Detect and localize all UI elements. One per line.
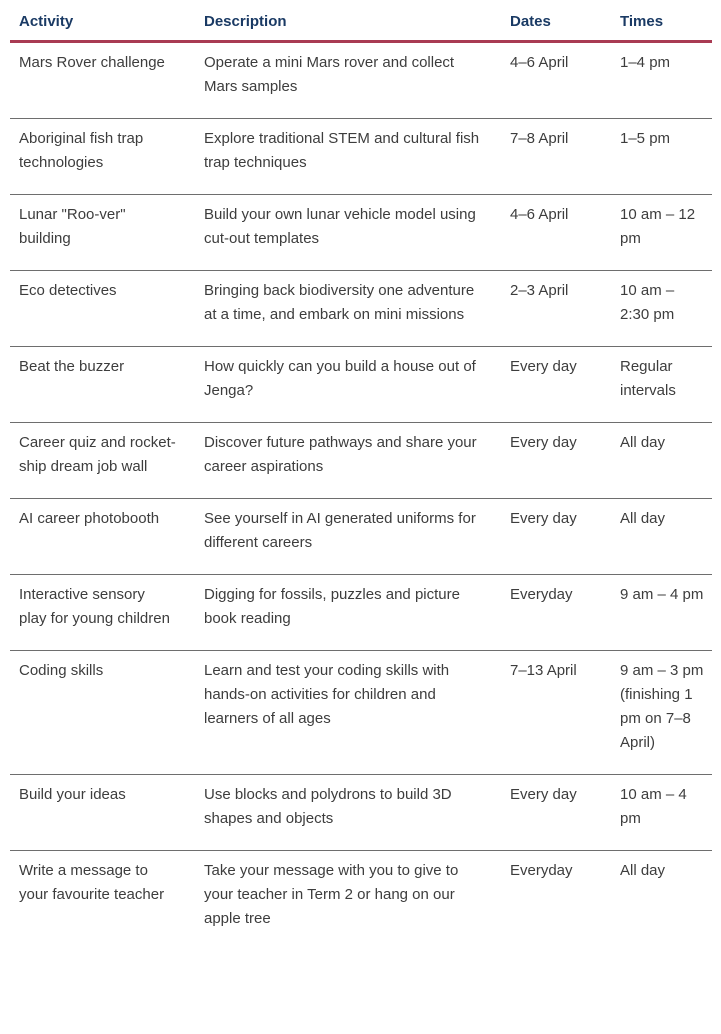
activity-cell: Career quiz and rocket-ship dream job wall xyxy=(19,434,176,475)
activity-cell: Interactive sensory play for young children xyxy=(19,586,170,627)
dates-cell: 7–13 April xyxy=(510,662,577,679)
activity-cell: Lunar "Roo-ver" building xyxy=(19,206,126,247)
activity-cell: Write a message to your favourite teacher xyxy=(19,862,165,903)
table-row xyxy=(10,851,712,950)
activity-cell: Aboriginal fish trap technologies xyxy=(19,130,144,171)
activity-cell: Beat the buzzer xyxy=(19,358,125,375)
table-header-row xyxy=(10,0,712,43)
column-header-dates: Dates xyxy=(510,13,551,30)
dates-cell: Every day xyxy=(510,358,577,375)
activity-cell: Coding skills xyxy=(19,662,104,679)
times-cell: 1–5 pm xyxy=(620,130,671,147)
dates-cell: 2–3 April xyxy=(510,282,569,299)
column-header-times: Times xyxy=(620,13,664,30)
table-row xyxy=(10,119,712,195)
dates-cell: Every day xyxy=(510,510,577,527)
activity-cell: AI career photobooth xyxy=(19,510,160,527)
activity-cell: Mars Rover challenge xyxy=(19,54,165,71)
description-cell: Use blocks and polydrons to build 3D shapes and objects xyxy=(204,786,452,827)
times-cell: All day xyxy=(620,862,666,879)
table-row xyxy=(10,499,712,575)
table-row xyxy=(10,43,712,119)
times-cell: 10 am – 12 pm xyxy=(620,206,696,247)
activity-cell: Eco detectives xyxy=(19,282,117,299)
times-cell: 9 am – 4 pm xyxy=(620,586,704,603)
activity-cell: Build your ideas xyxy=(19,786,126,803)
table-row xyxy=(10,423,712,499)
times-cell: Regular intervals xyxy=(620,358,676,399)
times-cell: 10 am – 4 pm xyxy=(620,786,687,827)
table-row xyxy=(10,347,712,423)
table-row xyxy=(10,775,712,851)
description-cell: Discover future pathways and share your career aspirations xyxy=(204,434,477,475)
table-row xyxy=(10,195,712,271)
dates-cell: 4–6 April xyxy=(510,206,569,223)
description-cell: Operate a mini Mars rover and collect Mars samples xyxy=(204,54,455,95)
description-cell: Explore traditional STEM and cultural fish trap techniques xyxy=(204,130,480,171)
times-cell: All day xyxy=(620,434,666,451)
dates-cell: Everyday xyxy=(510,586,573,603)
times-cell: 9 am – 3 pm (finishing 1 pm on 7–8 April) xyxy=(620,662,704,751)
column-header-description: Description xyxy=(204,13,287,30)
description-cell: See yourself in AI generated uniforms for different careers xyxy=(204,510,476,551)
times-cell: All day xyxy=(620,510,666,527)
column-header-activity: Activity xyxy=(19,13,74,30)
description-cell: Digging for fossils, puzzles and picture book reading xyxy=(204,586,460,627)
description-cell: Take your message with you to give to your teacher in Term 2 or hang on our apple tree xyxy=(204,862,459,927)
description-cell: Build your own lunar vehicle model using cut-out templates xyxy=(204,206,476,247)
times-cell: 1–4 pm xyxy=(620,54,671,71)
activities-table xyxy=(10,0,712,950)
description-cell: Bringing back biodiversity one adventure at a time, and embark on mini missions xyxy=(204,282,475,323)
description-cell: How quickly can you build a house out of Jenga? xyxy=(204,358,476,399)
dates-cell: Every day xyxy=(510,434,577,451)
dates-cell: Every day xyxy=(510,786,577,803)
table-row xyxy=(10,271,712,347)
dates-cell: 4–6 April xyxy=(510,54,569,71)
table-row xyxy=(10,651,712,775)
times-cell: 10 am – 2:30 pm xyxy=(620,282,675,323)
dates-cell: 7–8 April xyxy=(510,130,569,147)
dates-cell: Everyday xyxy=(510,862,573,879)
table-row xyxy=(10,575,712,651)
description-cell: Learn and test your coding skills with hands-on activities for children and learners of all ages xyxy=(204,662,450,727)
